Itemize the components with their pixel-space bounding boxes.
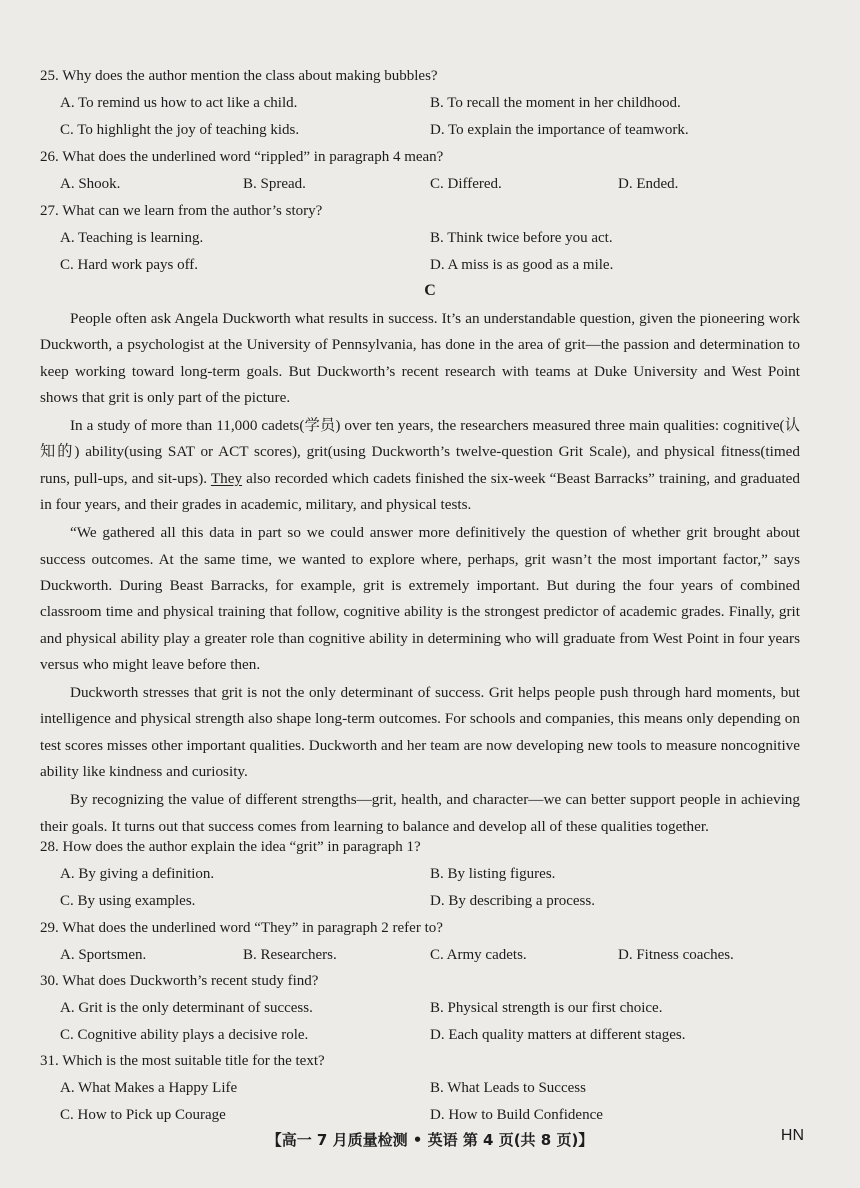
question-29-stem: 29. What does the underlined word “They” in paragraph 2 refer to? (40, 920, 443, 936)
question-26-option-c[interactable]: C. Differed. (430, 176, 502, 192)
question-27-option-b[interactable]: B. Think twice before you act. (430, 230, 613, 246)
question-29-option-d[interactable]: D. Fitness coaches. (618, 947, 734, 963)
page-footer: 【高一 7 月质量检测 • 英语 第 4 页(共 8 页)】 (266, 1131, 594, 1149)
passage-paragraph-4: Duckworth stresses that grit is not the only determinant of success. Grit helps people push through hard moments, but intelligence and physical strength also shape long-term outcomes. For schools and companies, this means only depending on test scores misses other important qualities. Duckworth and her team are now developing new tools to measure noncognitive ability like kindness and curiosity. (40, 684, 800, 781)
question-31-option-a[interactable]: A. What Makes a Happy Life (60, 1080, 238, 1096)
question-25-option-c[interactable]: C. To highlight the joy of teaching kids. (60, 122, 300, 138)
question-30-stem: 30. What does Duckworth’s recent study find? (40, 973, 319, 989)
question-28-option-d[interactable]: D. By describing a process. (430, 893, 595, 909)
passage-paragraph-2-text-end: also recorded which cadets finished the six-week “Beast Barracks” training, and graduated in four years, and their grades in academic, military, and physical tests. (40, 469, 800, 514)
question-26-option-a[interactable]: A. Shook. (60, 176, 121, 192)
question-30-option-b[interactable]: B. Physical strength is our first choice. (430, 1000, 663, 1016)
question-31-option-c[interactable]: C. How to Pick up Courage (60, 1107, 226, 1123)
passage-paragraph-2 (40, 413, 800, 518)
reading-passage (40, 306, 800, 842)
question-25-stem: 25. Why does the author mention the class about making bubbles? (40, 68, 438, 84)
underlined-word-they: They (210, 469, 243, 487)
section-heading: C (424, 282, 436, 299)
question-26-option-d[interactable]: D. Ended. (618, 176, 679, 192)
region-code: HN (780, 1127, 804, 1144)
question-30-option-d[interactable]: D. Each quality matters at different stages. (430, 1027, 686, 1043)
question-25-option-a[interactable]: A. To remind us how to act like a child. (60, 95, 298, 111)
question-27-option-a[interactable]: A. Teaching is learning. (60, 230, 204, 246)
question-29-option-c[interactable]: C. Army cadets. (430, 947, 527, 963)
question-28-stem: 28. How does the author explain the idea “grit” in paragraph 1? (40, 839, 421, 855)
question-31-option-b[interactable]: B. What Leads to Success (430, 1080, 586, 1096)
question-26-stem: 26. What does the underlined word “rippled” in paragraph 4 mean? (40, 149, 444, 165)
question-29-option-a[interactable]: A. Sportsmen. (60, 947, 147, 963)
question-25-option-d[interactable]: D. To explain the importance of teamwork. (430, 122, 689, 138)
passage-paragraph-5: By recognizing the value of different strengths—grit, health, and character—we can better support people in achieving their goals. It turns out that success comes from learning to balance and develop all of these qualities together. (40, 791, 800, 835)
question-30-option-c[interactable]: C. Cognitive ability plays a decisive role. (60, 1027, 309, 1043)
question-25-option-b[interactable]: B. To recall the moment in her childhood. (430, 95, 681, 111)
question-28-option-a[interactable]: A. By giving a definition. (60, 866, 215, 882)
question-27-option-c[interactable]: C. Hard work pays off. (60, 257, 199, 273)
question-26-option-b[interactable]: B. Spread. (243, 176, 306, 192)
question-31-stem: 31. Which is the most suitable title for the text? (40, 1053, 325, 1069)
question-28-option-c[interactable]: C. By using examples. (60, 893, 196, 909)
question-27-option-d[interactable]: D. A miss is as good as a mile. (430, 257, 614, 273)
question-28-option-b[interactable]: B. By listing figures. (430, 866, 556, 882)
passage-paragraph-3: “We gathered all this data in part so we could answer more definitively the question of whether grit brought about success outcomes. At the same time, we wanted to explore where, perhaps, grit wasn’t the most important factor,” says Duckworth. During Beast Barracks, for example, grit is extremely important. But during the four years of combined classroom time and physical training that follow, cognitive ability is the strongest predictor of academic grades. Finally, grit and physical ability play a greater role than cognitive ability in determining who will graduate from West Point in four years versus who might leave before then. (40, 524, 800, 673)
question-30-option-a[interactable]: A. Grit is the only determinant of success. (60, 1000, 313, 1016)
question-27-stem: 27. What can we learn from the author’s story? (40, 203, 323, 219)
question-29-option-b[interactable]: B. Researchers. (243, 947, 337, 963)
question-31-option-d[interactable]: D. How to Build Confidence (430, 1107, 603, 1123)
passage-paragraph-2-text-start: In a study of more than 11,000 cadets(学员) over ten years, the researchers measured three main qualities: cognitive(认知的) ability(using SAT or ACT scores), grit(using Duckworth’s twelve-question Grit Scale), and physical fitness(timed runs, pull-ups, and sit-ups). (40, 417, 800, 487)
passage-paragraph-1: People often ask Angela Duckworth what results in success. It’s an understandable question, given the pioneering work Duckworth, a psychologist at the University of Pennsylvania, has done in the area of grit—the passion and determination to keep working toward long-term goals. But Duckworth’s recent research with teams at Duke University and West Point shows that grit is only part of the picture. (40, 310, 800, 406)
